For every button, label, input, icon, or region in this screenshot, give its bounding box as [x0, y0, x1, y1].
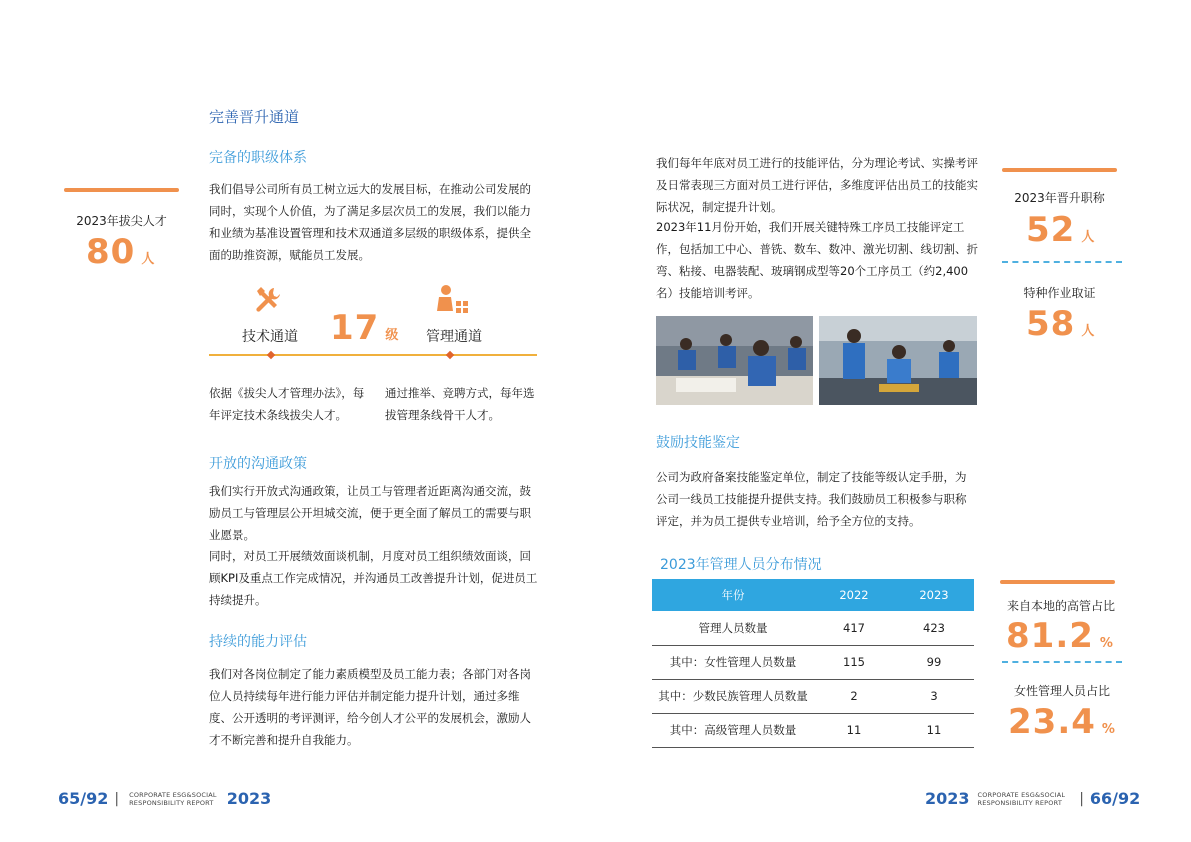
stat-label: 女性管理人员占比: [1013, 684, 1110, 698]
table-cell: 417: [814, 611, 894, 645]
stat-top-bar: [64, 188, 179, 192]
communication-title: 开放的沟通政策: [209, 456, 307, 472]
table-row: [652, 679, 974, 713]
report-name-line1: CORPORATE ESG&SOCIAL: [129, 790, 217, 799]
communication-text-2: 同时，对员工开展绩效面谈机制，月度对员工组织绩效面谈，回顾KPI及重点工作完成情况，并沟通员工改善提升计划，促进员工持续提升。: [209, 549, 538, 607]
stat-value-group: [1026, 210, 1094, 250]
table-cell: 管理人员数量: [652, 611, 814, 645]
ability-title: 持续的能力评估: [209, 634, 307, 650]
table-cell: 3: [894, 679, 974, 713]
stat-value-group: [1026, 304, 1094, 344]
table-cell: 其中：女性管理人员数量: [652, 645, 814, 679]
report-name-line2: RESPONSIBILITY REPORT: [977, 798, 1063, 807]
table-header-cell: 2022: [814, 579, 894, 611]
skill-eval-text-2: 2023年11月份开始，我们开展关键特殊工序员工技能评定工作，包括加工中心、普铣、数车、数冲、激光切割、线切割、折弯、粘接、电器装配、玻璃钢成型等20个工序员工（约2,400名）技能培训考评。: [656, 220, 978, 300]
communication-text: 我们实行开放式沟通政策，让员工与管理者近距离沟通交流，鼓励员工与管理层公开坦城交流，便于更全面了解员工的需要与职业愿景。: [209, 484, 531, 542]
report-year: 2023: [226, 789, 272, 808]
section-title: 完善晋升通道: [209, 108, 300, 126]
ability-text: 我们对各岗位制定了能力素质模型及员工能力表；各部门对各岗位人员持续每年进行能力评估并制定能力提升计划，通过多维度、公开透明的考评测评，给今创人才公平的发展机会，激励人才不断完善和提升自我能力。: [209, 667, 531, 747]
stat-top-bar: [1000, 580, 1115, 584]
management-table: [652, 579, 974, 748]
career-system-title: 完备的职级体系: [209, 150, 307, 166]
report-name: [978, 791, 1066, 807]
stat-value-group: [86, 232, 186, 272]
stat-value: 80: [86, 232, 136, 272]
stat-value: 23.4: [1008, 702, 1096, 742]
stat-value: 58: [1026, 304, 1076, 344]
footer-right: [925, 789, 1140, 808]
table-cell: 其中：少数民族管理人员数量: [652, 679, 814, 713]
training-photo-2: [819, 316, 977, 405]
footer-separator: |: [1079, 790, 1084, 807]
stat-value: 81.2: [1006, 616, 1094, 656]
mgmt-channel-desc: 通过推举、竞聘方式，每年选拔管理条线骨干人才。: [385, 386, 535, 422]
tech-channel-desc: 依据《拔尖人才管理办法》，每年评定技术条线拔尖人才。: [209, 386, 365, 422]
stat-unit: 人: [1081, 230, 1095, 245]
table-row: [652, 713, 974, 747]
table-header-cell: 年份: [652, 579, 814, 611]
report-year: 2023: [925, 789, 970, 808]
stat-value-group: [1008, 702, 1115, 742]
table-title: 2023年管理人员分布情况: [660, 557, 822, 573]
management-icon: [434, 284, 472, 316]
table-row: [652, 611, 974, 645]
training-photo-1: [656, 316, 813, 405]
table-cell: 其中：高级管理人员数量: [652, 713, 814, 747]
stat-divider: [1002, 661, 1122, 663]
encourage-title: 鼓励技能鉴定: [656, 435, 740, 451]
table-cell: 11: [814, 713, 894, 747]
stat-unit: 人: [1081, 324, 1095, 339]
stat-value-group: [1006, 616, 1113, 656]
stat-unit: 人: [141, 252, 155, 267]
stat-label: 2023年拔尖人才: [76, 214, 167, 228]
tools-icon: [252, 284, 284, 316]
stat-label: 2023年晋升职称: [1014, 191, 1105, 205]
encourage-text: 公司为政府备案技能鉴定单位，制定了技能等级认定手册，为公司一线员工技能提升提供支持。我们鼓励员工积极参与职称评定，并为员工提供专业培训，给予全方位的支持。: [656, 470, 967, 528]
divider-marker: [446, 351, 454, 359]
table-cell: 99: [894, 645, 974, 679]
stat-label: 特种作业取证: [1023, 286, 1096, 300]
divider-marker: [267, 351, 275, 359]
report-name-line1: CORPORATE ESG&SOCIAL: [977, 790, 1066, 799]
table-cell: 423: [894, 611, 974, 645]
page-number: 66/92: [1089, 789, 1141, 808]
levels-group: [330, 308, 398, 348]
stat-value: 52: [1026, 210, 1076, 250]
channel-divider: [209, 354, 537, 356]
table-header-row: [652, 579, 974, 611]
table-cell: 115: [814, 645, 894, 679]
table-cell: 11: [894, 713, 974, 747]
stat-top-bar: [1002, 168, 1117, 172]
skill-eval-text: 我们每年年底对员工进行的技能评估，分为理论考试、实操考评及日常表现三方面对员工进行评估，多维度评估出员工的技能实际状况，制定提升计划。: [656, 156, 978, 214]
table-cell: 2: [814, 679, 894, 713]
stat-unit: %: [1101, 722, 1115, 737]
table-header-cell: 2023: [894, 579, 974, 611]
footer-separator: |: [114, 790, 120, 807]
stat-unit: %: [1099, 636, 1113, 651]
levels-value: 17: [330, 308, 380, 348]
stat-divider: [1002, 261, 1122, 263]
tech-channel-label: 技术通道: [242, 329, 298, 345]
page-number: 65/92: [58, 789, 109, 808]
table-row: [652, 645, 974, 679]
levels-unit: 级: [385, 328, 399, 343]
report-name-line2: RESPONSIBILITY REPORT: [129, 798, 214, 807]
stat-label: 来自本地的高管占比: [1006, 599, 1115, 613]
career-system-text: 我们倡导公司所有员工树立远大的发展目标，在推动公司发展的同时，实现个人价值，为了满足多层次员工的发展，我们以能力和业绩为基准设置管理和技术双通道多层级的职级体系，提供全面的助推资源，赋能员工发展。: [209, 182, 531, 262]
footer-left: [58, 789, 271, 808]
report-name: [129, 791, 217, 807]
mgmt-channel-label: 管理通道: [426, 329, 482, 345]
